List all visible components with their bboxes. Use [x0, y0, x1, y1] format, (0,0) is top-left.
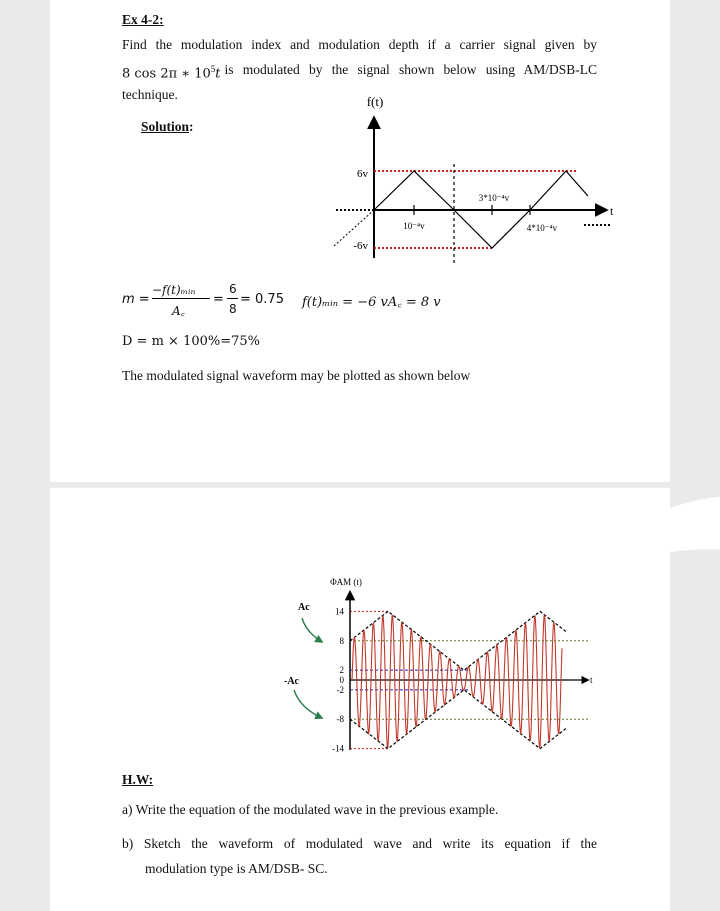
tick-1-label: 10⁻⁴v [403, 221, 425, 231]
fmin-equation: f(t)ₘᵢₙ = −6 vA꜀ = 8 v [302, 295, 441, 310]
message-signal-graph [320, 88, 620, 268]
am-tick-label: 8 [339, 635, 344, 646]
carrier-time-var: t [215, 66, 221, 82]
hw-question-b-line2: modulation type is AM/DSB- SC. [145, 861, 328, 876]
am-tick-label: -14 [332, 743, 344, 754]
problem-line-1: Find the modulation index and modulation depth if a carrier signal given by [122, 37, 597, 52]
neg-ac-label: -Ac [284, 676, 299, 687]
background-curve [668, 488, 720, 558]
am-tick-label: -8 [336, 714, 344, 725]
carrier-expression: 8 cos 2π ∗ 10 [122, 66, 211, 82]
tick-3-label: 3*10⁻⁴v [478, 193, 510, 203]
problem-line-2 [122, 57, 597, 87]
am-x-label: t [590, 675, 593, 685]
equals-1: = [213, 292, 224, 307]
ac-label: Ac [298, 602, 310, 613]
m-lhs: m = [122, 292, 150, 307]
am-tick-label: -2 [336, 684, 344, 695]
frac-denominator: 8 [229, 302, 237, 316]
solution-label: Solution [141, 119, 190, 134]
am-tick-label: 2 [339, 665, 344, 676]
m-numerator: −f(t)ₘᵢₙ [152, 283, 196, 297]
hw-question-a: a) Write the equation of the modulated wave in the previous example. [122, 802, 499, 817]
phi-am-label: ΦAM (t) [330, 577, 362, 587]
am-waveform-graph [270, 570, 610, 760]
hw-question-b-line1: b) Sketch the waveform of modulated wave and write its equation if the [122, 836, 597, 851]
am-tick-label: 14 [335, 606, 344, 617]
example-title: Ex 4-2: [122, 12, 164, 27]
m-result: = 0.75 [240, 292, 284, 307]
solution-heading: Solution: [141, 119, 194, 134]
frac-numerator: 6 [229, 282, 237, 296]
am-tick-label: 0 [339, 675, 344, 685]
tick-4-label: 4*10⁻⁴v [526, 223, 558, 233]
f-of-t-label: f(t) [366, 94, 384, 109]
m-fraction-bar [152, 298, 210, 299]
am-carrier-wave [352, 615, 562, 748]
pos-6v-label: 6v [357, 168, 368, 180]
x-axis-label: t [610, 204, 614, 218]
hw-title: H.W: [122, 772, 154, 787]
modulated-text: The modulated signal waveform may be plotted as shown below [122, 368, 471, 383]
neg-6v-label: -6v [353, 240, 368, 252]
depth-equation: D = m × 100%=75% [122, 334, 261, 349]
carrier-exponent: 5 [210, 64, 216, 74]
problem-line-3: technique. [122, 87, 178, 102]
problem-line-2-rest: is modulated by the signal shown below using AM/DSB-LC [224, 62, 597, 77]
frac-bar [227, 298, 238, 299]
m-denominator: A꜀ [172, 304, 185, 318]
